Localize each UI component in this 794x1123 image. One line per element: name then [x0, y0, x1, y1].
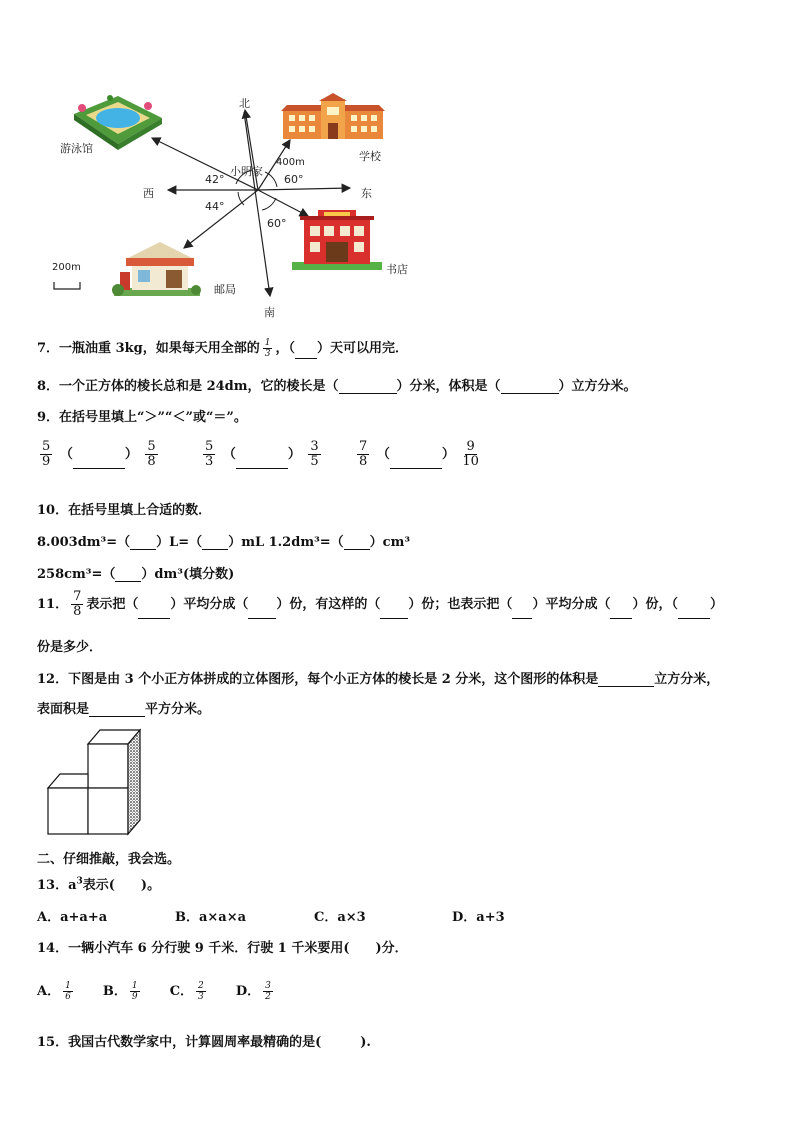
q11-blank-2[interactable] [248, 606, 276, 619]
q11-fraction [71, 590, 83, 619]
q10-blank-dm3[interactable] [115, 569, 141, 582]
q9-p1-left-num: 5 [42, 439, 51, 454]
q12-text-b: 立方分米， [654, 672, 720, 687]
q14-option-b[interactable] [102, 981, 143, 1002]
q9-p2-left-den: 3 [205, 454, 214, 469]
q9-p3-left-frac [357, 440, 369, 469]
q14-option-c[interactable] [169, 981, 209, 1002]
q14-b-frac [130, 981, 140, 1002]
q13-option-b[interactable]: B．a×a×a [175, 910, 247, 925]
q12-volume-blank[interactable] [598, 674, 654, 687]
q7-frac-num: 1 [264, 338, 271, 348]
q14-a-num: 1 [65, 981, 71, 991]
west-label: 西 [143, 187, 154, 200]
q9-p2-blank[interactable] [236, 456, 288, 469]
q9-p1-right-num: 5 [147, 439, 156, 454]
question-13 [37, 874, 160, 893]
q10-l1-b: ）L=（ [156, 535, 203, 550]
school-picture [281, 93, 385, 141]
section-2-heading: 二、仔细推敲，我会选。 [37, 852, 181, 867]
q9-pair-3 [354, 440, 482, 469]
q9-p1-close: ） [124, 447, 138, 462]
q9-p2-left-frac [203, 440, 215, 469]
q14-a-den: 6 [65, 992, 71, 1002]
q9-p3-close: ） [441, 447, 455, 462]
q14-c-num: 2 [198, 981, 204, 991]
q7-fraction [263, 338, 273, 359]
q9-pair-1 [37, 440, 161, 469]
q14-c-frac [196, 981, 206, 1002]
q9-p1-right-frac [145, 440, 157, 469]
angle-label-42: 42° [205, 173, 225, 186]
q11-blank-4[interactable] [512, 606, 532, 619]
q11-blank-6[interactable] [678, 606, 710, 619]
q10-l2-b: ）dm³(填分数) [141, 567, 235, 582]
q9-p2-open: （ [222, 447, 236, 462]
q7-text-b: ，（ [275, 341, 295, 356]
q14-a-frac [63, 981, 73, 1002]
east-label: 东 [361, 187, 372, 200]
q10-blank-cm3[interactable] [344, 537, 370, 550]
question-10-title: 10．在括号里填上合适的数． [37, 503, 212, 518]
q11-blank-3[interactable] [380, 606, 408, 619]
q7-frac-den: 3 [264, 349, 271, 359]
q9-p3-right-den: 10 [462, 454, 479, 469]
question-14: 14．一辆小汽车 6 分行驶 9 千米．行驶 1 千米要用( )分． [37, 941, 408, 956]
school-label: 学校 [359, 150, 381, 163]
q14-b-label: B． [102, 984, 127, 999]
q12-text-a: 12．下图是由 3 个小正方体拼成的立体图形，每个小正方体的棱长是 2 分米，这个图形的体积是 [37, 672, 599, 687]
q11-frac-den: 8 [73, 604, 82, 619]
q9-p2-right-den: 5 [310, 454, 319, 469]
q9-p1-blank[interactable] [73, 456, 125, 469]
q14-option-d[interactable] [235, 981, 276, 1002]
q9-p3-right-frac [462, 440, 479, 469]
q12-area-blank[interactable] [89, 704, 145, 717]
q14-c-label: C． [169, 984, 194, 999]
cube-figure [46, 726, 156, 846]
q11-blank-5[interactable] [610, 606, 632, 619]
q14-b-num: 1 [131, 981, 138, 991]
q11-frac-num: 7 [73, 589, 82, 604]
q14-d-frac [263, 981, 273, 1002]
q9-pair-2 [200, 440, 324, 469]
question-7 [37, 337, 408, 359]
q7-answer-blank[interactable] [295, 346, 317, 359]
question-12-line-2 [37, 698, 210, 717]
q10-l1-c: ）mL 1.2dm³=（ [228, 535, 344, 550]
q14-a-label: A． [37, 984, 61, 999]
q14-c-den: 3 [198, 992, 204, 1002]
q13-option-d[interactable]: D．a+3 [452, 910, 505, 925]
distance-label: 400m [276, 157, 305, 168]
q7-text-a: 7．一瓶油重 3kg，如果每天用全部的 [37, 341, 260, 356]
q10-blank-ml[interactable] [202, 537, 228, 550]
q13-exponent: 3 [76, 876, 83, 887]
q14-d-num: 3 [265, 981, 271, 991]
angle-label-60-south: 60° [267, 217, 287, 230]
question-8 [37, 375, 637, 394]
q10-l1-a: 8.003dm³=（ [37, 535, 131, 550]
home-label: 小明家 [230, 165, 263, 178]
q9-p2-right-num: 3 [310, 439, 319, 454]
q8-text-b: ）分米，体积是（ [396, 379, 501, 394]
south-label: 南 [264, 306, 275, 319]
q9-p3-open: （ [376, 447, 390, 462]
north-label: 北 [239, 97, 250, 110]
q12-text-c: 表面积是 [37, 702, 90, 717]
q11-text-g: ）份，（ [632, 597, 678, 612]
q14-b-den: 9 [131, 992, 138, 1002]
question-15: 15．我国古代数学家中，计算圆周率最精确的是( ). [37, 1035, 371, 1050]
q10-blank-l[interactable] [130, 537, 156, 550]
q9-p3-left-den: 8 [359, 454, 368, 469]
q9-p3-blank[interactable] [390, 456, 442, 469]
question-9-title: 9．在括号里填上“＞”“＜”或“＝”。 [37, 410, 247, 425]
q14-option-a[interactable] [37, 981, 76, 1002]
post-office-label: 邮局 [214, 283, 236, 296]
q11-text-b: ）平均分成（ [170, 597, 249, 612]
bookstore-label: 书店 [386, 263, 408, 276]
q9-p1-right-den: 8 [147, 454, 156, 469]
q9-p3-right-num: 9 [466, 439, 475, 454]
q11-number: 11． [37, 597, 69, 612]
q14-options [37, 980, 276, 1002]
q11-text-e: ）份；也表示把（ [408, 597, 513, 612]
angle-label-60-east: 60° [284, 173, 304, 186]
q11-line-2: 份是多少． [37, 640, 103, 655]
q9-p1-open: （ [59, 447, 73, 462]
q9-p3-left-num: 7 [359, 439, 368, 454]
q7-text-c: ）天可以用完． [316, 341, 408, 356]
q13-option-c[interactable]: C．a×3 [314, 910, 366, 925]
angle-label-44: 44° [205, 200, 225, 213]
q8-edge-blank[interactable] [339, 381, 397, 394]
q13-text-b: 表示( )。 [82, 878, 161, 893]
q8-text-c: ）立方分米。 [558, 379, 637, 394]
q10-line-2 [37, 563, 234, 582]
q12-text-d: 平方分米。 [145, 702, 211, 717]
q10-line-1 [37, 531, 410, 550]
q14-d-label: D． [235, 984, 261, 999]
q11-text-h: ） [709, 597, 723, 612]
q14-d-den: 2 [265, 992, 271, 1002]
pool-label: 游泳馆 [60, 142, 93, 155]
question-11 [37, 590, 723, 619]
q10-l1-d: ）cm³ [369, 535, 411, 550]
q9-p2-left-num: 5 [205, 439, 214, 454]
scale-label: 200m [52, 262, 81, 273]
q11-text-f: ）平均分成（ [532, 597, 611, 612]
q8-volume-blank[interactable] [501, 381, 559, 394]
question-12-line-1 [37, 668, 719, 687]
q9-p2-right-frac [308, 440, 320, 469]
q11-text-c: ）份，有这样的（ [276, 597, 381, 612]
post-office-picture [110, 240, 202, 296]
bookstore-picture [292, 208, 382, 270]
q8-text-a: 8．一个正方体的棱长总和是 24dm，它的棱长是（ [37, 379, 339, 394]
q9-p1-left-den: 9 [42, 454, 51, 469]
q11-text-a: 表示把（ [86, 597, 139, 612]
q13-text-a: 13．a [37, 878, 77, 893]
q10-l2-a: 258cm³=（ [37, 567, 116, 582]
q9-p1-left-frac [40, 440, 52, 469]
q9-p2-close: ） [287, 447, 301, 462]
q11-blank-1[interactable] [138, 606, 170, 619]
q13-option-a[interactable]: A．a+a+a [37, 910, 108, 925]
